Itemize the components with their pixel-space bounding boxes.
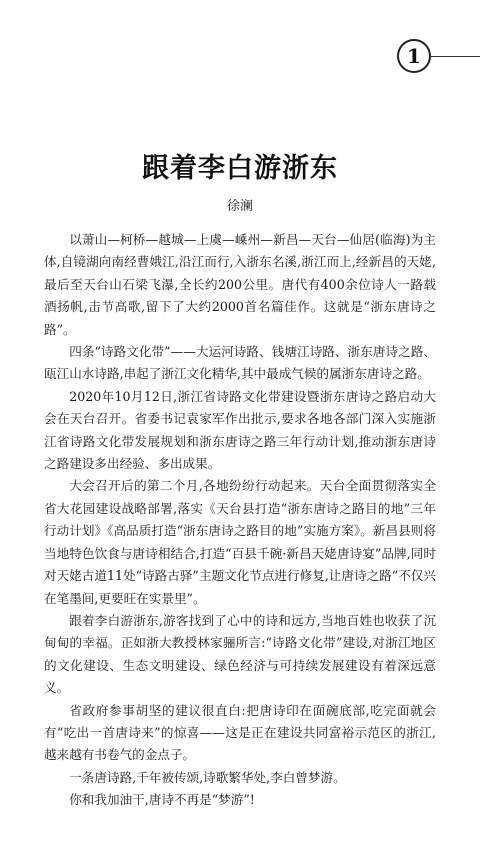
chapter-number-badge: 1 bbox=[397, 39, 431, 73]
paragraph: 四条“诗路文化带”——大运河诗路、钱塘江诗路、浙东唐诗之路、瓯江山水诗路,串起了浙江文化精华,其中最成气候的属浙东唐诗之路。 bbox=[44, 344, 436, 382]
paragraph: 以萧山—柯桥—越城—上虞—嵊州—新昌—天台—仙居(临海)为主体,自镜湖向南经曹娥江,沿江而行,入浙东名溪,浙江而上,经新昌的天姥,最后至天台山石梁飞瀑,全长约200公里。唐代有400余位诗人一路载酒扬帆,击节高歌,留下了大约2000首名篇佳作。这就是“浙东唐诗之路”。 bbox=[44, 232, 436, 337]
paragraph: 你和我加油干,唐诗不再是“梦游”! bbox=[69, 792, 255, 808]
paragraph: 一条唐诗路,千年被传颂,诗歌繁华处,李白曾梦游。 bbox=[69, 769, 346, 785]
paragraph: 大会召开后的第二个月,各地纷纷行动起来。天台全面贯彻落实全省大花园建设战略部署,落实《天台县打造“浙东唐诗之路目的地”三年行动计划》《高品质打造“浙东唐诗之路目的地”实施方案》。新昌县则将当地特色饮食与唐诗相结合,打造“百县千碗·新昌天姥唐诗宴”品牌,同时对天姥古道11处“诗路古驿”主题文化节点进行修复,让唐诗之路“不仅兴在笔墨间,更要旺在实景里”。 bbox=[44, 478, 436, 606]
paragraph: 2020年10月12日,浙江省诗路文化带建设暨浙东唐诗之路启动大会在天台召开。省委书记袁家军作出批示,要求各地各部门深入实施浙江省诗路文化带发展规划和浙东唐诗之路三年行动计划,推动浙东唐诗之路建设多出经验、多出成果。 bbox=[44, 388, 436, 472]
chapter-rule bbox=[431, 56, 480, 57]
article-author: 徐澜 bbox=[226, 199, 253, 214]
paragraph: 跟着李白游浙东,游客找到了心中的诗和远方,当地百姓也收获了沉甸甸的幸福。正如浙大教授林家骊所言:“诗路文化带”建设,对浙江地区的文化建设、生态文明建设、绿色经济与可持续发展建设有着深远意义。 bbox=[44, 612, 436, 696]
article-title: 跟着李白游浙东 bbox=[142, 153, 338, 184]
paragraph: 省政府参事胡坚的建议很直白:把唐诗印在面碗底部,吃完面就会有“吃出一首唐诗来”的惊喜——这是正在建设共同富裕示范区的浙江,越来越有书卷气的金点子。 bbox=[44, 702, 436, 763]
article-body bbox=[44, 229, 436, 812]
